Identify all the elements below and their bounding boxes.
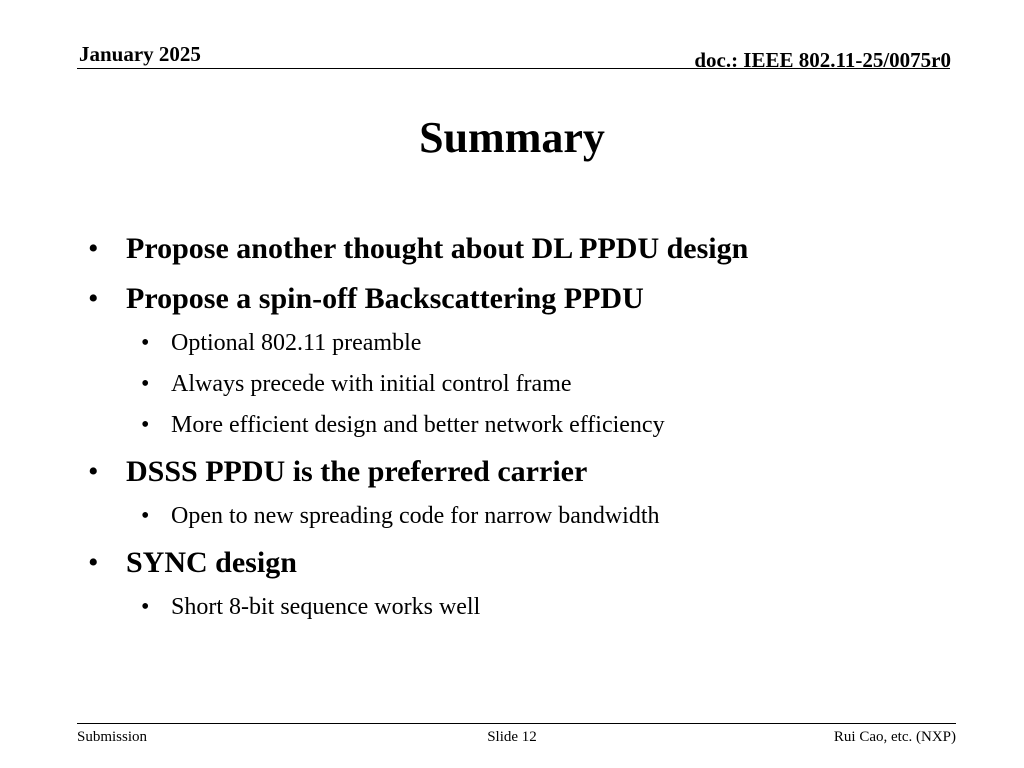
- bullet-dot-icon: •: [88, 232, 99, 265]
- bullet-text: SYNC design: [126, 546, 297, 579]
- bullet-text: Propose a spin-off Backscattering PPDU: [126, 282, 644, 315]
- sub-bullet-item: [141, 593, 481, 621]
- sub-bullet-text: Short 8-bit sequence works well: [171, 594, 481, 620]
- bullet-dot-icon: •: [88, 282, 99, 315]
- bullet-item: [88, 281, 644, 317]
- footer-submission: Submission: [77, 729, 148, 745]
- bullet-dot-icon: •: [141, 594, 150, 620]
- header-date: January 2025: [79, 42, 201, 66]
- sub-bullet-item: [141, 329, 422, 357]
- bullet-item: [88, 231, 749, 267]
- slide-title: Summary: [419, 113, 605, 162]
- footer-author: Rui Cao, etc. (NXP): [833, 729, 956, 745]
- sub-bullet-item: [141, 370, 572, 398]
- sub-bullet-item: [141, 411, 665, 439]
- bullet-item: [88, 454, 588, 490]
- footer-divider: [77, 723, 956, 724]
- bullet-dot-icon: •: [141, 412, 150, 438]
- sub-bullet-item: [141, 502, 660, 530]
- sub-bullet-text: Open to new spreading code for narrow bandwidth: [171, 503, 660, 529]
- sub-bullet-text: Optional 802.11 preamble: [171, 330, 422, 356]
- footer-slide-number: Slide 12: [487, 729, 537, 745]
- bullet-item: [88, 545, 297, 581]
- bullet-text: Propose another thought about DL PPDU design: [126, 232, 749, 265]
- header-doc-id: doc.: IEEE 802.11-25/0075r0: [694, 48, 951, 72]
- bullet-dot-icon: •: [141, 371, 150, 397]
- bullet-text: DSSS PPDU is the preferred carrier: [126, 455, 588, 488]
- sub-bullet-text: More efficient design and better network efficiency: [171, 412, 665, 438]
- bullet-dot-icon: •: [88, 455, 99, 488]
- bullet-dot-icon: •: [141, 503, 150, 529]
- bullet-dot-icon: •: [141, 330, 150, 356]
- bullet-dot-icon: •: [88, 546, 99, 579]
- sub-bullet-text: Always precede with initial control frame: [171, 371, 572, 397]
